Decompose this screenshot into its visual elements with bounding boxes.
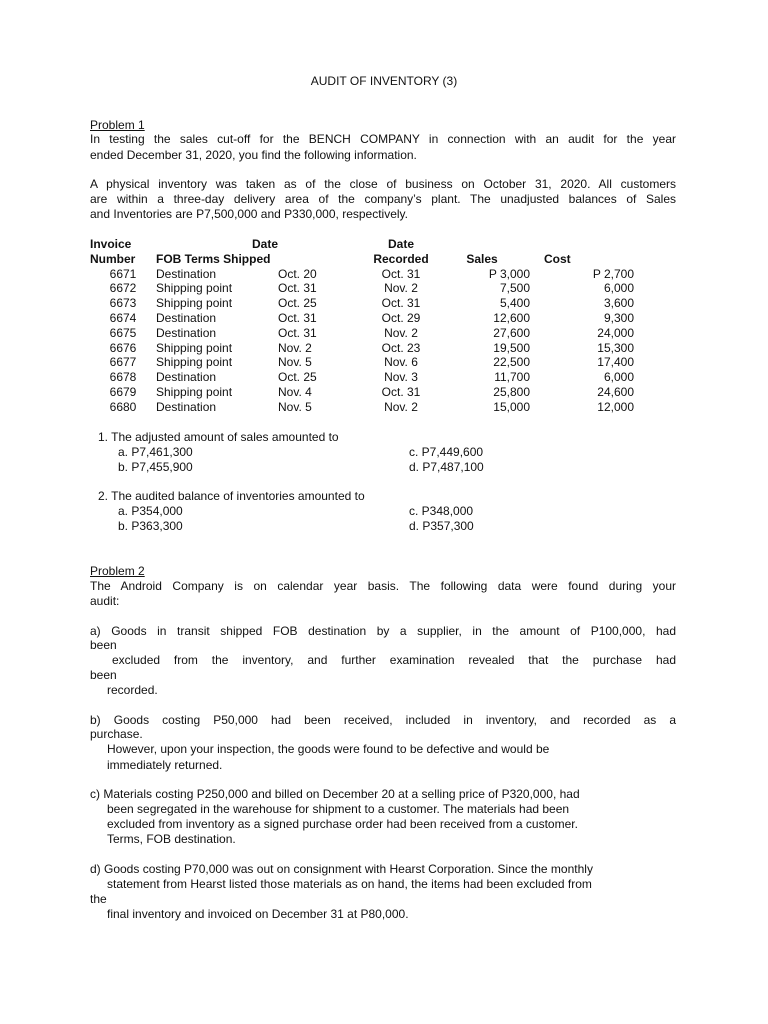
table-cell: 5,400	[499, 296, 530, 311]
table-header-row	[90, 252, 634, 267]
item-c-line: Terms, FOB destination.	[107, 832, 236, 846]
table-cell: Destination	[156, 310, 217, 325]
answer-choice: d. P357,300	[409, 519, 474, 533]
table-header-cell: Recorded	[373, 251, 429, 266]
table-header-cell: Date	[387, 237, 414, 251]
item-a-line: been	[90, 668, 117, 682]
table-header-cell: FOB Terms Shipped	[156, 251, 271, 266]
item-d-line: the	[90, 892, 107, 906]
table-cell: 19,500	[493, 340, 530, 355]
table-cell: 6,000	[603, 281, 634, 296]
problem1-para-line: and Inventories are P7,500,000 and P330,000, respectively.	[90, 207, 408, 221]
table-cell: Destination	[156, 399, 217, 414]
question-text: 1. The adjusted amount of sales amounted to	[98, 430, 339, 444]
table-cell: 6679	[109, 384, 137, 399]
table-cell: 6675	[109, 325, 137, 340]
table-header-cell: Date	[251, 237, 278, 251]
table-row	[90, 296, 634, 311]
table-cell: 17,400	[597, 355, 634, 370]
table-cell: 6673	[109, 296, 137, 311]
table-row	[90, 267, 634, 282]
answer-choice: a. P7,461,300	[118, 445, 193, 459]
answer-choice: a. P354,000	[118, 504, 183, 518]
table-cell: 9,300	[603, 310, 634, 325]
table-cell: Oct. 31	[381, 266, 421, 281]
item-a-line: excluded from the inventory, and further examination revealed that the purchase had	[112, 653, 676, 667]
problem2-intro-line: The Android Company is on calendar year basis. The following data were found during your	[90, 579, 676, 593]
table-cell: Oct. 31	[278, 281, 317, 296]
problem2-heading: Problem 2	[90, 564, 145, 578]
table-cell: Oct. 29	[381, 310, 421, 325]
table-cell: Nov. 4	[278, 384, 312, 399]
table-cell: Oct. 25	[278, 370, 317, 385]
table-cell: 3,600	[603, 296, 634, 311]
item-c-line: been segregated in the warehouse for shipment to a customer. The materials had been	[107, 802, 570, 816]
item-c-line: c) Materials costing P250,000 and billed on December 20 at a selling price of P320,000, had	[90, 787, 580, 801]
item-c-line: excluded from inventory as a signed purchase order had been received from a customer.	[107, 817, 578, 831]
table-cell: Shipping point	[156, 340, 233, 355]
problem1-para-line: are within a three-day delivery area of the company’s plant. The unadjusted balances of Sales	[90, 192, 676, 206]
problem1-heading: Problem 1	[90, 118, 145, 132]
document-title: AUDIT OF INVENTORY (3)	[310, 74, 458, 88]
table-header-cell: Cost	[544, 251, 571, 266]
table-header-cell: Sales	[466, 251, 498, 266]
table-cell: 6676	[109, 340, 137, 355]
item-d-line: d) Goods costing P70,000 was out on consignment with Hearst Corporation. Since the monthly	[90, 862, 593, 876]
table-row	[90, 370, 634, 385]
table-cell: 11,700	[494, 370, 530, 385]
table-cell: 12,000	[597, 399, 634, 414]
table-cell: Nov. 2	[278, 340, 312, 355]
table-cell: 25,800	[493, 384, 530, 399]
item-b-line: b) Goods costing P50,000 had been received, included in inventory, and recorded as a	[90, 713, 676, 727]
table-cell: P 2,700	[592, 266, 634, 281]
table-cell: 6671	[109, 266, 137, 281]
table-cell: Shipping point	[156, 355, 233, 370]
table-row	[90, 400, 634, 415]
table-cell: 6678	[109, 370, 137, 385]
table-cell: Oct. 31	[278, 325, 317, 340]
table-header-cell	[278, 237, 368, 252]
table-cell: 6672	[109, 281, 137, 296]
table-header-cell	[434, 237, 530, 252]
table-cell: 24,000	[597, 325, 634, 340]
table-cell: Nov. 2	[384, 325, 418, 340]
table-cell: Nov. 5	[278, 399, 312, 414]
table-cell: Oct. 31	[278, 310, 317, 325]
table-cell: 22,500	[493, 355, 530, 370]
item-b-line: immediately returned.	[107, 758, 223, 772]
table-cell: 27,600	[493, 325, 530, 340]
table-cell: Oct. 31	[381, 296, 421, 311]
table-cell: 15,000	[493, 399, 530, 414]
answer-choice: c. P7,449,600	[409, 445, 484, 459]
table-row	[90, 341, 634, 356]
problem1-intro-line: In testing the sales cut-off for the BENCH COMPANY in connection with an audit for the year	[90, 132, 676, 146]
problem1-para-line: A physical inventory was taken as of the close of business on October 31, 2020. All customers	[90, 177, 676, 191]
table-cell: Destination	[156, 266, 217, 281]
table-cell: Nov. 5	[278, 355, 312, 370]
table-cell: Shipping point	[156, 384, 233, 399]
problem1-intro-line: ended December 31, 2020, you find the following information.	[90, 148, 417, 162]
item-b-line: purchase.	[90, 727, 143, 741]
table-cell: Destination	[156, 325, 217, 340]
table-cell: 24,600	[597, 384, 634, 399]
table-header-cell	[278, 252, 368, 267]
table-header-cell: Invoice	[90, 237, 132, 251]
invoice-table	[90, 237, 634, 415]
table-cell: Oct. 31	[381, 384, 421, 399]
item-d-line: statement from Hearst listed those materials as on hand, the items had been excluded from	[107, 877, 592, 891]
table-cell: Nov. 3	[384, 370, 418, 385]
table-row	[90, 355, 634, 370]
table-cell: 6677	[109, 355, 137, 370]
table-cell: 15,300	[597, 340, 634, 355]
table-row	[90, 326, 634, 341]
table-row	[90, 281, 634, 296]
table-cell: Shipping point	[156, 296, 233, 311]
answer-choice: b. P7,455,900	[118, 460, 193, 474]
table-row	[90, 385, 634, 400]
answer-choice: c. P348,000	[409, 504, 474, 518]
item-a-line: recorded.	[107, 683, 158, 697]
item-d-line: final inventory and invoiced on December 31 at P80,000.	[107, 907, 409, 921]
table-cell: Nov. 2	[384, 281, 418, 296]
table-row	[90, 311, 634, 326]
table-cell: 7,500	[499, 281, 530, 296]
table-cell: Oct. 25	[278, 296, 317, 311]
table-cell: 6680	[109, 399, 137, 414]
table-header-cell	[530, 237, 634, 252]
table-cell: 12,600	[493, 310, 530, 325]
table-cell: Destination	[156, 370, 217, 385]
question-text: 2. The audited balance of inventories amounted to	[98, 489, 365, 503]
item-a-line: a) Goods in transit shipped FOB destination by a supplier, in the amount of P100,000, had	[90, 624, 676, 638]
table-cell: Nov. 2	[384, 399, 418, 414]
item-a-line: been	[90, 638, 117, 652]
table-header-cell: Number	[90, 251, 136, 266]
problem2-intro-line: audit:	[90, 594, 120, 608]
table-cell: Oct. 20	[278, 266, 317, 281]
table-cell: Nov. 6	[384, 355, 418, 370]
table-cell: Oct. 23	[381, 340, 421, 355]
table-cell: 6674	[109, 310, 137, 325]
answer-choice: b. P363,300	[118, 519, 183, 533]
item-b-line: However, upon your inspection, the goods were found to be defective and would be	[107, 742, 550, 756]
table-header-row	[90, 237, 634, 252]
table-cell: P 3,000	[488, 266, 530, 281]
table-cell: 6,000	[603, 370, 634, 385]
answer-choice: d. P7,487,100	[409, 460, 484, 474]
table-cell: Shipping point	[156, 281, 233, 296]
